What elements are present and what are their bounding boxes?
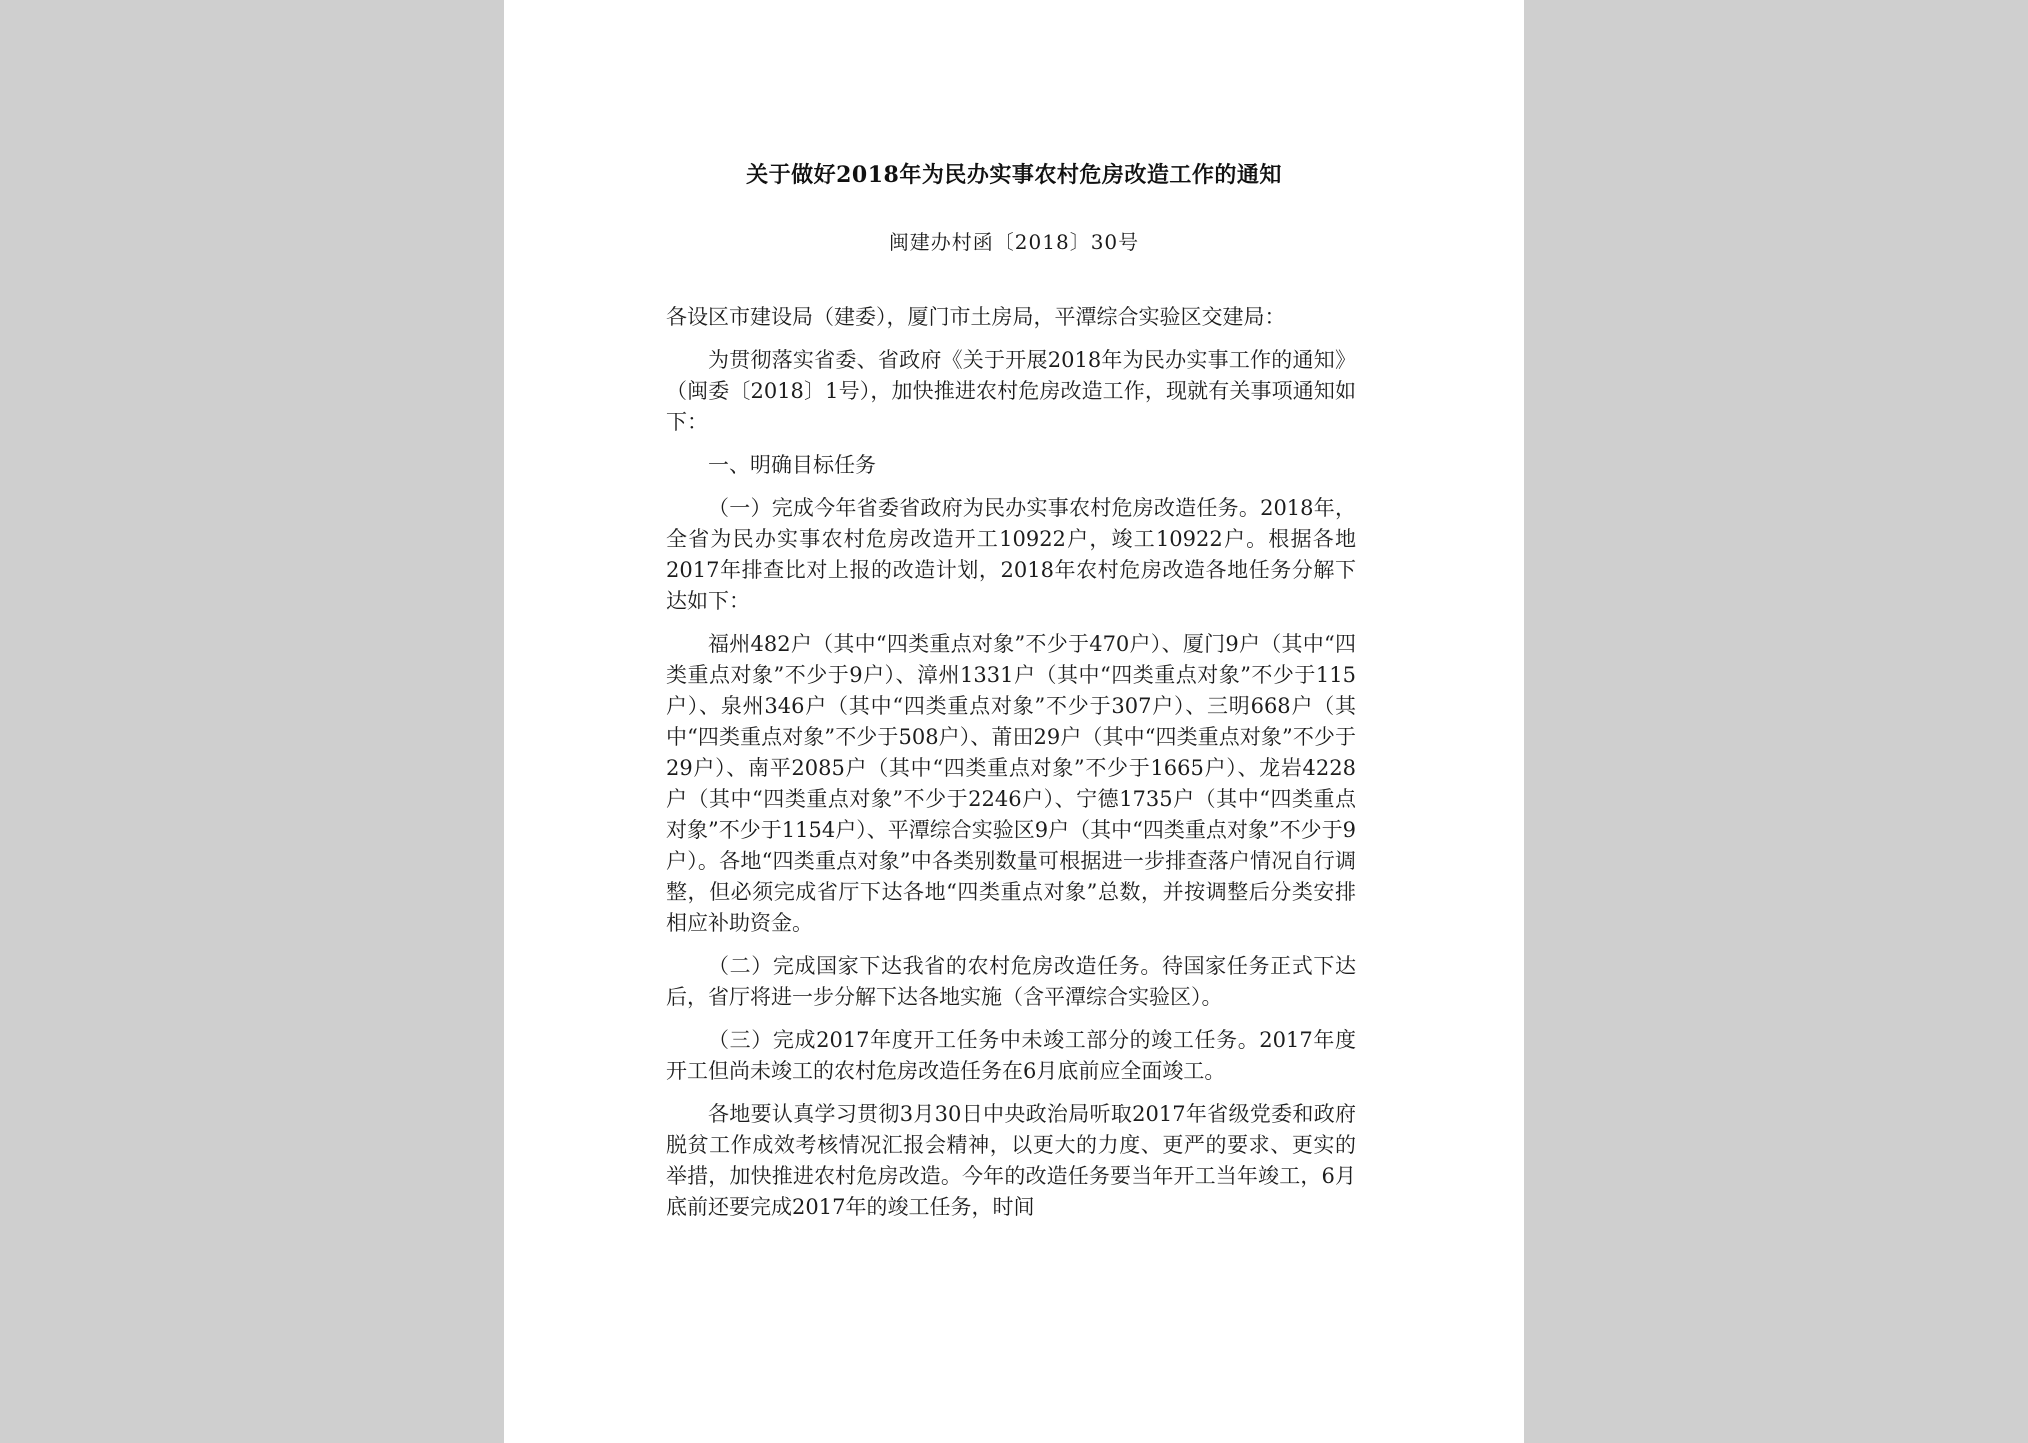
paragraph-requirements: 各地要认真学习贯彻3月30日中央政治局听取2017年省级党委和政府脱贫工作成效考核情况汇报会精神，以更大的力度、更严的要求、更实的举措，加快推进农村危房改造。今年的改造任务要当年开工当年竣工，6月底前还要完成2017年的竣工任务，时间 — [666, 1102, 1356, 1219]
paragraph-task-2: （二）完成国家下达我省的农村危房改造任务。待国家任务正式下达后，省厅将进一步分解下达各地实施（含平潭综合实验区）。 — [666, 954, 1356, 1009]
paragraph-task-breakdown: 福州482户（其中“四类重点对象”不少于470户）、厦门9户（其中“四类重点对象”不少于9户）、漳州1331户（其中“四类重点对象”不少于115户）、泉州346户（其中“四类重点对象”不少于307户）、三明668户（其中“四类重点对象”不少于508户）、莆田29户（其中“四类重点对象”不少于29户）、南平2085户（其中“四类重点对象”不少于1665户）、龙岩4228户（其中“四类重点对象”不少于2246户）、宁德1735户（其中“四类重点对象”不少于1154户）、平潭综合实验区9户（其中“四类重点对象”不少于9户）。各地“四类重点对象”中各类别数量可根据进一步排查落户情况自行调整，但必须完成省厅下达各地“四类重点对象”总数，并按调整后分类安排相应补助资金。 — [666, 632, 1356, 935]
document-number: 闽建办村函〔2018〕30号 — [888, 230, 1140, 254]
document-title: 关于做好2018年为民办实事农村危房改造工作的通知 — [746, 162, 1282, 188]
document-body — [666, 302, 1356, 1235]
addressee: 各设区市建设局（建委），厦门市土房局，平潭综合实验区交建局： — [666, 305, 1286, 329]
paragraph-intro: 为贯彻落实省委、省政府《关于开展2018年为民办实事工作的通知》（闽委〔2018〕1号），加快推进农村危房改造工作，现就有关事项通知如下： — [666, 348, 1356, 434]
section-heading: 一、明确目标任务 — [708, 453, 876, 477]
paragraph-task-3: （三）完成2017年度开工任务中未竣工部分的竣工任务。2017年度开工但尚未竣工的农村危房改造任务在6月底前应全面竣工。 — [666, 1028, 1356, 1083]
paragraph-task-1: （一）完成今年省委省政府为民办实事农村危房改造任务。2018年，全省为民办实事农村危房改造开工10922户，竣工10922户。根据各地2017年排查比对上报的改造计划，2018年农村危房改造各地任务分解下达如下： — [666, 496, 1356, 613]
document-page — [504, 0, 1524, 1443]
